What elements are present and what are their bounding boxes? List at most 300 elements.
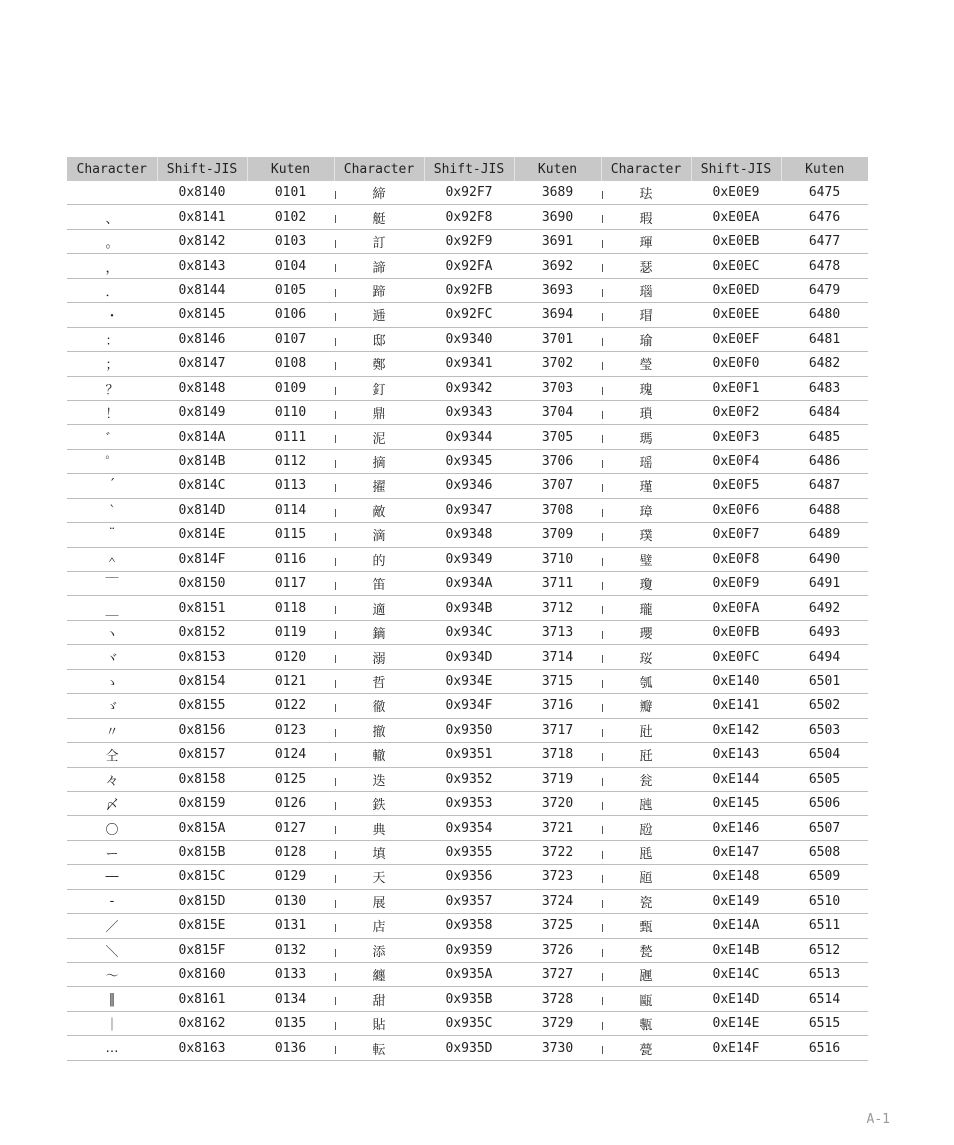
character-cell: 。 [67,229,157,253]
kuten-cell: 0133 [247,963,334,987]
kuten-cell: 6486 [781,449,868,473]
kuten-cell: 3713 [514,620,601,644]
character-cell: 鉄 [334,791,424,815]
kuten-cell: 6501 [781,669,868,693]
kuten-cell: 3725 [514,914,601,938]
character-cell: ヾ [67,645,157,669]
shift-jis-cell: 0xE0E9 [691,181,781,205]
kuten-cell: 6475 [781,181,868,205]
character-cell: 甎 [601,1011,691,1035]
kuten-cell: 6487 [781,474,868,498]
character-cell: 溺 [334,645,424,669]
shift-jis-cell: 0x8147 [157,352,247,376]
shift-jis-cell: 0xE0ED [691,278,781,302]
character-cell: 撤 [334,718,424,742]
character-cell: 甅 [601,963,691,987]
table-row [67,229,868,253]
kuten-cell: 0118 [247,596,334,620]
table-row [67,376,868,400]
character-cell: 瓷 [601,889,691,913]
character-cell: 転 [334,1036,424,1060]
shift-jis-cell: 0x815E [157,914,247,938]
shift-jis-cell: 0xE0F9 [691,572,781,596]
character-cell: 瓱 [601,840,691,864]
character-cell: 泥 [334,425,424,449]
kuten-cell: 3701 [514,327,601,351]
character-cell: ～ [67,963,157,987]
character-cell: 鄭 [334,352,424,376]
character-cell [67,181,157,205]
table-row [67,718,868,742]
table-row [67,743,868,767]
shift-jis-cell: 0x9357 [424,889,514,913]
column-header: Kuten [514,157,601,181]
character-cell: 鼎 [334,400,424,424]
kuten-cell: 6512 [781,938,868,962]
table-row [67,987,868,1011]
character-cell: 瓩 [601,743,691,767]
shift-jis-cell: 0xE148 [691,865,781,889]
shift-jis-cell: 0x92F7 [424,181,514,205]
kuten-cell: 0135 [247,1011,334,1035]
kuten-cell: 6509 [781,865,868,889]
character-cell: ´ [67,474,157,498]
kuten-cell: 6516 [781,1036,868,1060]
character-cell: ！ [67,400,157,424]
kuten-cell: 6490 [781,547,868,571]
kuten-cell: 3720 [514,791,601,815]
character-cell: 滴 [334,523,424,547]
shift-jis-cell: 0x9341 [424,352,514,376]
shift-jis-cell: 0x92FB [424,278,514,302]
column-header: Character [334,157,424,181]
character-cell: 填 [334,840,424,864]
kuten-cell: 6476 [781,205,868,229]
shift-jis-cell: 0x9349 [424,547,514,571]
character-cell: ／ [67,914,157,938]
character-cell: 天 [334,865,424,889]
shift-jis-cell: 0x92FC [424,303,514,327]
shift-jis-cell: 0xE14A [691,914,781,938]
kuten-cell: 3726 [514,938,601,962]
kuten-cell: 3693 [514,278,601,302]
character-cell: 瓧 [601,718,691,742]
kuten-cell: 3723 [514,865,601,889]
kuten-cell: 6513 [781,963,868,987]
kuten-cell: 3712 [514,596,601,620]
character-cell: ― [67,865,157,889]
character-cell: ＼ [67,938,157,962]
kuten-cell: 3689 [514,181,601,205]
kuten-cell: 6507 [781,816,868,840]
table-row [67,645,868,669]
shift-jis-cell: 0x92F8 [424,205,514,229]
shift-jis-cell: 0x8141 [157,205,247,229]
kuten-cell: 6494 [781,645,868,669]
character-cell: ¨ [67,523,157,547]
character-cell: ゜ [67,449,157,473]
character-cell: 轍 [334,743,424,767]
character-cell: 鏑 [334,620,424,644]
character-cell: 瑕 [601,205,691,229]
kuten-cell: 0111 [247,425,334,449]
kuten-cell: 0125 [247,767,334,791]
character-cell: 瓲 [601,791,691,815]
table-row [67,816,868,840]
shift-jis-cell: 0xE141 [691,694,781,718]
character-cell: ｜ [67,1011,157,1035]
shift-jis-cell: 0x8140 [157,181,247,205]
kuten-cell: 6484 [781,400,868,424]
character-cell: 〆 [67,791,157,815]
character-cell: 典 [334,816,424,840]
shift-jis-cell: 0x935C [424,1011,514,1035]
character-cell: 甜 [334,987,424,1011]
character-cell: 的 [334,547,424,571]
column-header: Shift-JIS [157,157,247,181]
kuten-cell: 3709 [514,523,601,547]
kuten-cell: 0104 [247,254,334,278]
table-row [67,840,868,864]
kuten-cell: 6505 [781,767,868,791]
kuten-cell: 6506 [781,791,868,815]
character-cell: 摘 [334,449,424,473]
kuten-cell: 0134 [247,987,334,1011]
table-row [67,572,868,596]
character-cell: 瓏 [601,596,691,620]
shift-jis-cell: 0x8155 [157,694,247,718]
table-row [67,474,868,498]
character-cell: 甃 [601,938,691,962]
table-row [67,449,868,473]
kuten-cell: 0128 [247,840,334,864]
shift-jis-cell: 0xE147 [691,840,781,864]
table-row [67,205,868,229]
shift-jis-cell: 0xE144 [691,767,781,791]
character-cell: ￣ [67,572,157,596]
table-row [67,914,868,938]
column-header: Shift-JIS [424,157,514,181]
shift-jis-cell: 0x9343 [424,400,514,424]
shift-jis-cell: 0xE0F2 [691,400,781,424]
shift-jis-cell: 0xE0FA [691,596,781,620]
shift-jis-cell: 0x8148 [157,376,247,400]
character-cell: ？ [67,376,157,400]
kuten-cell: 3727 [514,963,601,987]
character-cell: 甍 [601,1036,691,1060]
character-cell: ， [67,254,157,278]
shift-jis-cell: 0xE0F7 [691,523,781,547]
shift-jis-cell: 0xE14F [691,1036,781,1060]
table-row [67,254,868,278]
character-cell: ‖ [67,987,157,1011]
character-cell: ； [67,352,157,376]
shift-jis-cell: 0xE0EC [691,254,781,278]
shift-jis-cell: 0x814F [157,547,247,571]
table-row [67,1036,868,1060]
shift-jis-cell: 0xE0FB [691,620,781,644]
shift-jis-cell: 0xE14B [691,938,781,962]
character-cell: 展 [334,889,424,913]
table-row [67,620,868,644]
kuten-cell: 6511 [781,914,868,938]
shift-jis-cell: 0x9353 [424,791,514,815]
kuten-cell: 3694 [514,303,601,327]
shift-jis-cell: 0x8143 [157,254,247,278]
shift-jis-cell: 0x8150 [157,572,247,596]
shift-jis-cell: 0x815B [157,840,247,864]
kuten-cell: 6515 [781,1011,868,1035]
kuten-cell: 6510 [781,889,868,913]
kuten-cell: 0122 [247,694,334,718]
kuten-cell: 6503 [781,718,868,742]
kuten-cell: 0110 [247,400,334,424]
shift-jis-cell: 0x815A [157,816,247,840]
kuten-cell: 3724 [514,889,601,913]
shift-jis-cell: 0x814B [157,449,247,473]
shift-jis-cell: 0x815D [157,889,247,913]
shift-jis-cell: 0xE0F1 [691,376,781,400]
kuten-cell: 0108 [247,352,334,376]
table-row [67,963,868,987]
kuten-cell: 3690 [514,205,601,229]
shift-jis-cell: 0x935B [424,987,514,1011]
kuten-cell: 3721 [514,816,601,840]
table-row [67,425,868,449]
shift-jis-cell: 0xE140 [691,669,781,693]
shift-jis-cell: 0xE14D [691,987,781,1011]
shift-jis-cell: 0x8160 [157,963,247,987]
table-header [67,157,868,181]
character-cell: ゝ [67,669,157,693]
table-row [67,865,868,889]
character-cell: 徹 [334,694,424,718]
character-cell: ゛ [67,425,157,449]
kuten-cell: 6514 [781,987,868,1011]
character-cell: ゞ [67,694,157,718]
character-cell: ・ [67,303,157,327]
kuten-cell: 6480 [781,303,868,327]
character-cell: 瓣 [601,694,691,718]
character-cell: 瓸 [601,865,691,889]
kuten-cell: 3719 [514,767,601,791]
shift-jis-cell: 0x9347 [424,498,514,522]
character-cell: 締 [334,181,424,205]
kuten-cell: 0120 [247,645,334,669]
kuten-cell: 6478 [781,254,868,278]
shift-jis-cell: 0x934D [424,645,514,669]
kuten-cell: 6508 [781,840,868,864]
shift-jis-cell: 0xE0F8 [691,547,781,571]
kuten-cell: 0113 [247,474,334,498]
shift-jis-cell: 0x9350 [424,718,514,742]
character-cell: 瑙 [601,278,691,302]
character-cell: 瓠 [601,669,691,693]
kuten-cell: 6485 [781,425,868,449]
shift-jis-cell: 0x9354 [424,816,514,840]
kuten-cell: 0102 [247,205,334,229]
kuten-cell: 0136 [247,1036,334,1060]
shift-jis-cell: 0x9342 [424,376,514,400]
kuten-cell: 0107 [247,327,334,351]
column-header: Shift-JIS [691,157,781,181]
shift-jis-cell: 0x934E [424,669,514,693]
shift-jis-cell: 0x8163 [157,1036,247,1060]
column-header: Kuten [781,157,868,181]
table-row [67,767,868,791]
character-cell: 逓 [334,303,424,327]
shift-jis-cell: 0x9352 [424,767,514,791]
shift-jis-cell: 0xE0EB [691,229,781,253]
kuten-cell: 3704 [514,400,601,424]
table-row [67,400,868,424]
kuten-cell: 6482 [781,352,868,376]
table-row [67,498,868,522]
kuten-cell: 0130 [247,889,334,913]
kuten-cell: 0129 [247,865,334,889]
kuten-cell: 0109 [247,376,334,400]
kuten-cell: 0116 [247,547,334,571]
kuten-cell: 3702 [514,352,601,376]
kuten-cell: 3716 [514,694,601,718]
shift-jis-cell: 0x814A [157,425,247,449]
table-row [67,523,868,547]
character-cell: 瑾 [601,474,691,498]
shift-jis-cell: 0x935D [424,1036,514,1060]
table-row [67,547,868,571]
character-cell: 璋 [601,498,691,522]
shift-jis-cell: 0x8156 [157,718,247,742]
kuten-cell: 0114 [247,498,334,522]
shift-jis-cell: 0x814D [157,498,247,522]
shift-jis-cell: 0x8151 [157,596,247,620]
kuten-cell: 3706 [514,449,601,473]
kuten-cell: 3717 [514,718,601,742]
kuten-cell: 3711 [514,572,601,596]
kuten-cell: 6504 [781,743,868,767]
shift-jis-cell: 0xE14C [691,963,781,987]
character-cell: 仝 [67,743,157,767]
character-cell: 蹄 [334,278,424,302]
character-cell: 瑟 [601,254,691,278]
character-cell: 適 [334,596,424,620]
kuten-cell: 6481 [781,327,868,351]
shift-jis-cell: 0x8144 [157,278,247,302]
table-row [67,352,868,376]
shift-jis-cell: 0x814E [157,523,247,547]
kuten-cell: 0105 [247,278,334,302]
column-header: Character [67,157,157,181]
shift-jis-cell: 0x815C [157,865,247,889]
shift-jis-cell: 0x9356 [424,865,514,889]
character-cell: ヽ [67,620,157,644]
shift-jis-cell: 0x934C [424,620,514,644]
kuten-cell: 3718 [514,743,601,767]
character-cell: 敵 [334,498,424,522]
shift-jis-cell: 0xE0F4 [691,449,781,473]
kuten-cell: 6477 [781,229,868,253]
table-row [67,303,868,327]
kuten-cell: 3692 [514,254,601,278]
shift-jis-cell: 0x8149 [157,400,247,424]
shift-jis-cell: 0x8145 [157,303,247,327]
shift-jis-cell: 0xE0FC [691,645,781,669]
kuten-cell: 6489 [781,523,868,547]
shift-jis-cell: 0xE149 [691,889,781,913]
table-row [67,889,868,913]
shift-jis-cell: 0x8161 [157,987,247,1011]
character-cell: 甄 [601,914,691,938]
kuten-cell: 0121 [247,669,334,693]
character-cell: 瑪 [601,425,691,449]
kuten-cell: 0132 [247,938,334,962]
character-cell: 艇 [334,205,424,229]
shift-jis-cell: 0x92FA [424,254,514,278]
character-cell: 琿 [601,229,691,253]
character-cell: 擢 [334,474,424,498]
table-row [67,694,868,718]
kuten-cell: 3722 [514,840,601,864]
kuten-cell: 3710 [514,547,601,571]
header-row [67,157,868,181]
kuten-cell: 0112 [247,449,334,473]
character-cell: 瑶 [601,449,691,473]
table-row [67,1011,868,1035]
character-cell: 瑰 [601,376,691,400]
column-header: Kuten [247,157,334,181]
character-cell: 々 [67,767,157,791]
table-row [67,669,868,693]
character-cell: 釘 [334,376,424,400]
shift-jis-cell: 0x9344 [424,425,514,449]
kuten-cell: 0101 [247,181,334,205]
shift-jis-cell: 0x8142 [157,229,247,253]
character-cell: 纏 [334,963,424,987]
character-cell: 訂 [334,229,424,253]
kuten-cell: 6488 [781,498,868,522]
character-cell: ． [67,278,157,302]
character-cell: 迭 [334,767,424,791]
shift-jis-cell: 0x9351 [424,743,514,767]
character-cell: 瓰 [601,816,691,840]
character-cell: 貼 [334,1011,424,1035]
shift-jis-cell: 0x9346 [424,474,514,498]
kuten-cell: 3729 [514,1011,601,1035]
character-cell: 瑩 [601,352,691,376]
character-cell: 諦 [334,254,424,278]
shift-jis-cell: 0x934F [424,694,514,718]
kuten-cell: 6483 [781,376,868,400]
shift-jis-cell: 0xE0EA [691,205,781,229]
shift-jis-cell: 0x9358 [424,914,514,938]
shift-jis-cell: 0x9345 [424,449,514,473]
shift-jis-cell: 0x934B [424,596,514,620]
shift-jis-cell: 0xE0F5 [691,474,781,498]
character-cell: 珐 [601,181,691,205]
character-cell: ： [67,327,157,351]
character-cell: 店 [334,914,424,938]
kuten-cell: 3728 [514,987,601,1011]
kuten-cell: 0124 [247,743,334,767]
shift-jis-cell: 0x9355 [424,840,514,864]
table-row [67,181,868,205]
character-cell: 甌 [601,987,691,1011]
shift-jis-cell: 0xE146 [691,816,781,840]
kuten-cell: 3703 [514,376,601,400]
shift-jis-cell: 0x8159 [157,791,247,815]
shift-jis-cell: 0x8153 [157,645,247,669]
shift-jis-cell: 0x8146 [157,327,247,351]
